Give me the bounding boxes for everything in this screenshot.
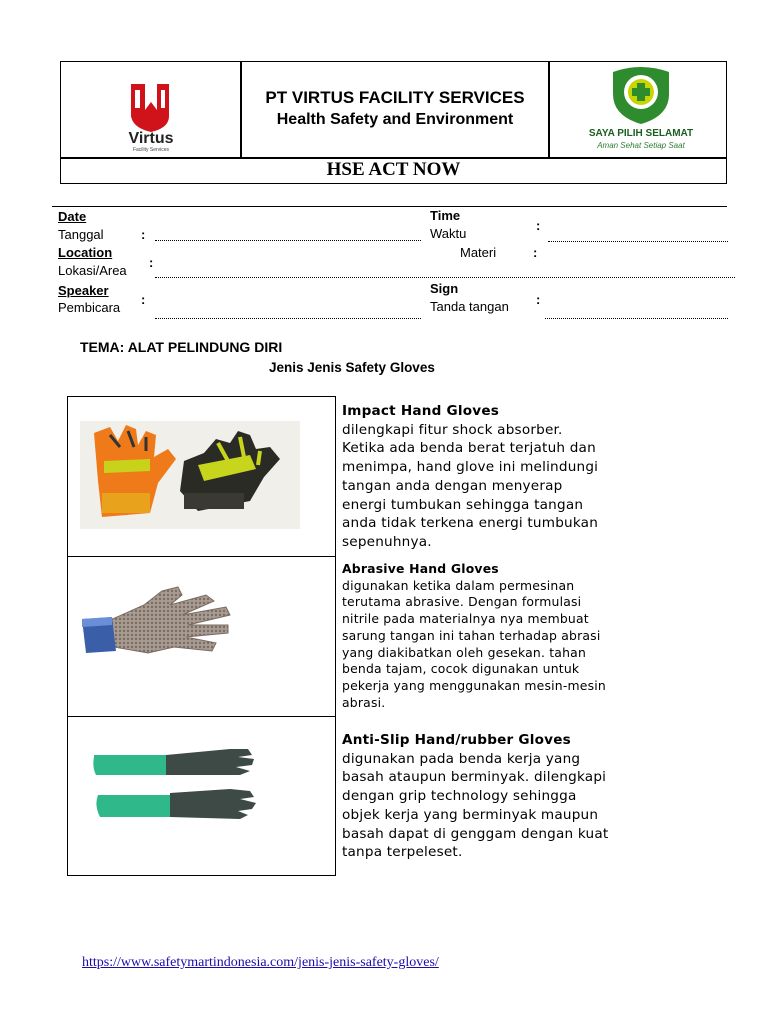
tanggal-label: Tanggal	[58, 227, 104, 242]
source-link[interactable]: https://www.safetymartindonesia.com/jenis-jenis-safety-gloves/	[82, 955, 439, 970]
form-top-rule	[52, 206, 727, 207]
glove-text-line: digunakan pada benda kerja yang	[342, 750, 581, 767]
glove-text-line: sarung tangan ini tahan terhadap abrasi	[342, 627, 601, 643]
table-row-divider	[68, 716, 335, 717]
glove-text-line: Ketika ada benda berat terjatuh dan	[342, 440, 596, 457]
waktu-label: Waktu	[430, 226, 467, 241]
table-row-divider	[68, 556, 335, 557]
pembicara-label: Pembicara	[58, 300, 121, 315]
date-label: Date	[58, 209, 87, 224]
glove-description-abrasive	[342, 561, 702, 711]
virtus-logo	[111, 80, 191, 154]
glove-text-line: objek kerja yang berminyak maupun	[342, 806, 599, 823]
materi-colon: :	[533, 245, 538, 260]
logo-tagline: Aman Sehat Setiap Saat	[597, 141, 685, 150]
glove-title: Anti-Slip Hand/rubber Gloves	[342, 732, 571, 748]
safety-cross-icon	[571, 66, 711, 126]
glove-text-line: anda tidak terkena energi tumbukan	[342, 515, 599, 532]
lokasi-label: Lokasi/Area	[58, 263, 127, 278]
location-colon: :	[149, 255, 154, 270]
form-title: HSE ACT NOW	[326, 159, 461, 180]
glove-text-line: pekerja yang menggunakan mesin-mesin	[342, 677, 606, 693]
chainmail-glove-image	[78, 581, 258, 663]
theme-heading: TEMA: ALAT PELINDUNG DIRI	[80, 339, 283, 355]
glove-text-line: abrasi.	[342, 694, 386, 710]
glove-text-line: basah ataupun berminyak. dilengkapi	[342, 769, 607, 786]
glove-title: Abrasive Hand Gloves	[342, 561, 499, 576]
tanda-tangan-label: Tanda tangan	[430, 299, 509, 314]
location-label: Location	[58, 245, 113, 260]
header-divider	[548, 62, 550, 158]
location-field[interactable]	[155, 277, 735, 278]
speaker-field[interactable]	[155, 318, 421, 319]
sign-colon: :	[536, 292, 541, 307]
glove-text-line: digunakan ketika dalam permesinan	[342, 577, 575, 593]
glove-text-line: tangan anda dengan menyerap	[342, 477, 563, 494]
speaker-colon: :	[141, 292, 146, 307]
virtus-tagline: Facility Services	[132, 147, 170, 153]
glove-text-line: yang diakibatkan oleh gesekan. tahan	[342, 644, 586, 660]
document-header	[60, 61, 727, 184]
glove-text-line: dengan grip technology sehingga	[342, 788, 577, 805]
glove-description-antislip	[342, 731, 702, 862]
glove-text-line: dilengkapi fitur shock absorber.	[342, 421, 563, 438]
virtus-wordmark: Virtus	[128, 130, 174, 147]
time-field[interactable]	[548, 241, 728, 242]
materi-label: Materi	[460, 245, 497, 260]
time-colon: :	[536, 218, 541, 233]
sign-label: Sign	[430, 281, 459, 296]
glove-description-impact	[342, 402, 702, 552]
glove-title: Impact Hand Gloves	[342, 403, 500, 419]
glove-text-line: energi tumbukan sehingga tangan	[342, 496, 584, 513]
glove-text-line: tanpa terpeleset.	[342, 844, 463, 861]
glove-text-line: benda tajam, cocok digunakan untuk	[342, 661, 580, 677]
department-name: Health Safety and Environment	[276, 111, 514, 128]
company-name: PT VIRTUS FACILITY SERVICES	[265, 88, 525, 107]
glove-text-line: basah dapat di genggam dengan kuat	[342, 825, 609, 842]
speaker-label: Speaker	[58, 283, 109, 298]
header-divider	[240, 62, 242, 158]
glove-text-line: menimpa, hand glove ini melindungi	[342, 459, 599, 476]
glove-text-line: terutama abrasive. Dengan formulasi	[342, 594, 582, 610]
logo-title: SAYA PILIH SELAMAT	[588, 128, 694, 139]
time-label: Time	[430, 208, 461, 223]
rubber-gloves-image	[90, 745, 260, 829]
sign-field[interactable]	[545, 318, 728, 319]
glove-text-line: sepenuhnya.	[342, 533, 432, 550]
saya-pilih-selamat-logo	[571, 66, 711, 156]
glove-text-line: nitrile pada materialnya nya membuat	[342, 611, 589, 627]
section-subtitle: Jenis Jenis Safety Gloves	[269, 360, 435, 375]
gloves-image-table	[67, 396, 336, 876]
date-colon: :	[141, 227, 146, 242]
impact-gloves-image	[80, 421, 300, 529]
date-field[interactable]	[155, 240, 421, 241]
